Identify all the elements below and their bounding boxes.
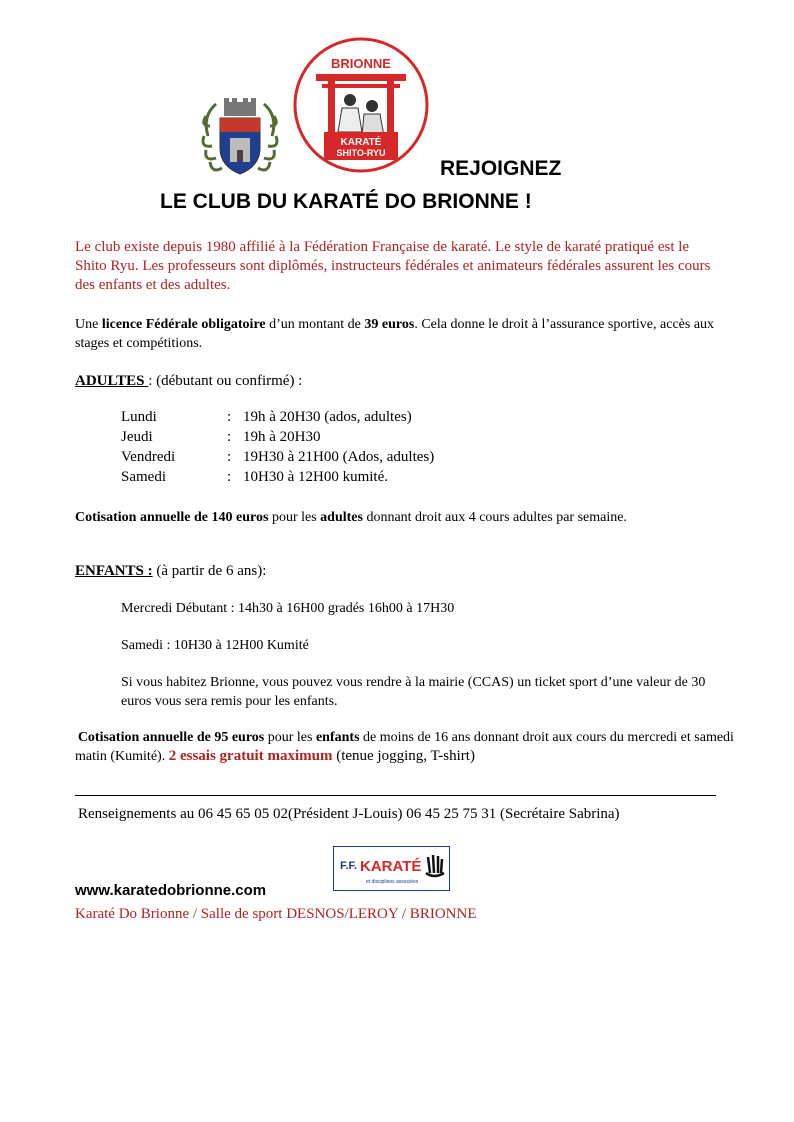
town-crest-icon	[198, 96, 282, 180]
club-logo-top-text: BRIONNE	[331, 56, 391, 71]
ffk-logo-karate: KARATÉ	[360, 858, 422, 875]
fist-icon	[426, 855, 444, 876]
ccas-note: Si vous habitez Brionne, vous pouvez vous rendre à la mairie (CCAS) un ticket sport d’une valeur de 30 euros vous sera remis pour les enfants.	[121, 675, 706, 709]
ffk-logo-ff: F.F.	[340, 860, 358, 872]
children-saturday: Samedi : 10H30 à 12H00 Kumité	[121, 638, 309, 653]
children-wednesday: Mercredi Débutant : 14h30 à 16H00 gradés 16h00 à 17H30	[121, 601, 455, 616]
title-line1: REJOIGNEZ	[440, 157, 562, 180]
club-logo-style-text: SHITO-RYU	[336, 148, 386, 158]
club-logo	[292, 36, 430, 174]
website-link[interactable]: www.karatedobrionne.com	[75, 882, 267, 899]
club-logo-karate-text: KARATÉ	[340, 137, 382, 148]
intro-paragraph: Le club existe depuis 1980 affilié à la Fédération Française de karaté. Le style de karaté pratiqué est le Shito Ryu. Les professeurs sont diplômés, instructeurs fédérales et animateurs fédérales assurent les cours des enfants et des adultes.	[75, 239, 711, 293]
ffk-logo	[333, 846, 450, 891]
adults-fee: Cotisation annuelle de 140 euros pour les adultes donnant droit aux 4 cours adultes par semaine.	[75, 510, 627, 525]
licence-paragraph: Une licence Fédérale obligatoire d’un montant de 39 euros. Cela donne le droit à l’assurance sportive, accès aux stages et compétitions.	[75, 317, 715, 351]
divider	[75, 795, 716, 796]
children-fee: Cotisation annuelle de 95 euros pour les enfants de moins de 16 ans donnant droit aux cours du mercredi et samedi matin (Kumité). 2 essais gratuit maximum (tenue jogging, T-shirt)	[75, 730, 734, 764]
contact-info: Renseignements au 06 45 65 05 02(Président J-Louis) 06 45 25 75 31 (Secrétaire Sabrina)	[78, 806, 620, 822]
address: Karaté Do Brionne / Salle de sport DESNOS/LEROY / BRIONNE	[75, 906, 477, 922]
title-line2: LE CLUB DU KARATÉ DO BRIONNE !	[160, 190, 532, 213]
adults-heading: ADULTES : (débutant ou confirmé) :	[75, 373, 303, 389]
ffk-logo-subtext: et disciplines associées	[366, 879, 419, 885]
children-heading: ENFANTS : (à partir de 6 ans):	[75, 563, 267, 579]
